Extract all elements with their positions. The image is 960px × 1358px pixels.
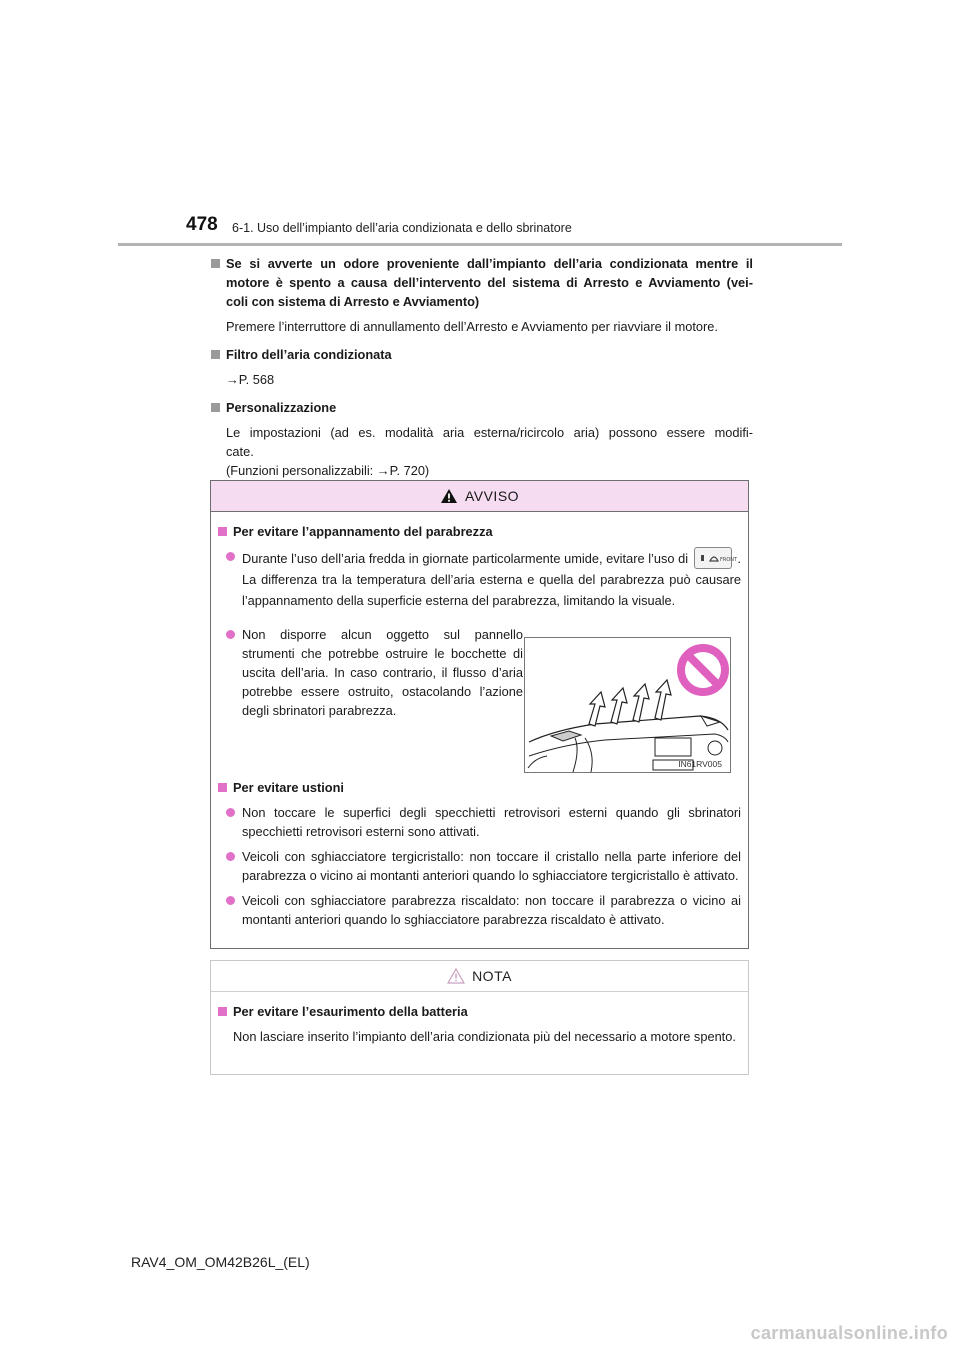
item-body: Premere l’interruttore di annullamento dell’Arresto e Avviamento per riavviare il motore. — [226, 319, 718, 334]
square-bullet-icon — [211, 350, 220, 359]
section-title: 6-1. Uso dell’impianto dell’aria condizionata e dello sbrinatore — [232, 221, 572, 235]
warning-section-heading: Per evitare l’appannamento del parabrezza — [218, 522, 741, 541]
page-reference-link[interactable]: →P. 568 — [226, 372, 275, 387]
svg-text:FRONT: FRONT — [719, 557, 737, 563]
warning-triangle-icon — [447, 968, 465, 984]
dot-bullet-icon — [226, 808, 235, 817]
page-number: 478 — [186, 214, 218, 235]
warning-bullet: Veicoli con sghiacciatore tergicristallo: non toccare il cristallo nella parte inferiore del parabrezza o vicino ai montanti anteriori quando lo sghiacciatore tergicristallo è attivato. — [218, 847, 741, 885]
page-reference-link[interactable]: (Funzioni personalizzabili: →P. 720) — [226, 463, 430, 478]
warning-bullet: Non toccare le superfici degli specchietti retrovisori esterni quando gli sbrinatori specchietti retrovisori esterni sono attivati. — [218, 803, 741, 841]
note-heading: Per evitare l’esaurimento della batteria — [218, 1002, 741, 1021]
model-code-footer: RAV4_OM_OM42B26L_(EL) — [131, 1254, 310, 1270]
item-odor — [211, 254, 753, 336]
square-bullet-icon — [218, 1007, 227, 1016]
main-content — [211, 254, 753, 486]
warning-bullet: Non disporre alcun oggetto sul pannello strumenti che potrebbe ostruire le bocchette di uscita dell’aria. In caso contrario, il flusso d’aria potrebbe essere ostruito, ostacolando l’azione degli sbrinatori parabrezza. — [218, 625, 523, 720]
note-body: Non lasciare inserito l’impianto dell’aria condizionata più del necessario a motore spento. — [233, 1029, 736, 1044]
warning-section-heading: Per evitare ustioni — [218, 778, 741, 797]
header-rule — [118, 243, 842, 246]
dot-bullet-icon — [226, 896, 235, 905]
prohibition-sign-icon — [681, 648, 725, 692]
watermark: carmanualsonline.info — [750, 1323, 948, 1343]
item-personalization: Personalizzazione Le impostazioni (ad es. modalità aria esterna/ricircolo aria) possono essere modifi- cate. (Funzioni personalizzabili: →P. 720) — [211, 398, 753, 480]
square-bullet-icon — [218, 783, 227, 792]
warning-bullet: Veicoli con sghiacciatore parabrezza riscaldato: non toccare il parabrezza o vicino ai montanti anteriori quando lo sghiacciatore parabrezza riscaldato è attivato. — [218, 891, 741, 929]
note-box — [210, 960, 749, 1075]
dot-bullet-icon — [226, 630, 235, 639]
dashboard-illustration — [524, 637, 731, 773]
warning-bullet: Durante l’uso dell’aria fredda in giornate particolarmente umide, evitare l’uso di FRONT . La differenza tra la temperatura dell’aria esterna e quella del parabrezza può causare l’appannamento della superficie esterna del parabrezza, limitando la visuale. — [218, 547, 741, 611]
warning-header: AVVISO — [211, 481, 748, 512]
item-filter: Filtro dell’aria condizionata →P. 568 — [211, 345, 753, 389]
warning-triangle-icon — [440, 488, 458, 504]
square-bullet-icon — [211, 259, 220, 268]
note-header: NOTA — [211, 961, 748, 992]
item-heading: Se si avverte un odore proveniente dall’impianto dell’aria condizionata mentre il motore è spento a causa dell’intervento del sistema di Arresto e Avviamento (vei- coli con sistema di Arresto e Avviamento) — [211, 254, 753, 311]
square-bullet-icon — [211, 403, 220, 412]
figure-code: IN61RV005 — [678, 759, 722, 769]
square-bullet-icon — [218, 527, 227, 536]
front-defogger-button-icon — [694, 547, 737, 569]
dot-bullet-icon — [226, 852, 235, 861]
dot-bullet-icon — [226, 552, 235, 561]
